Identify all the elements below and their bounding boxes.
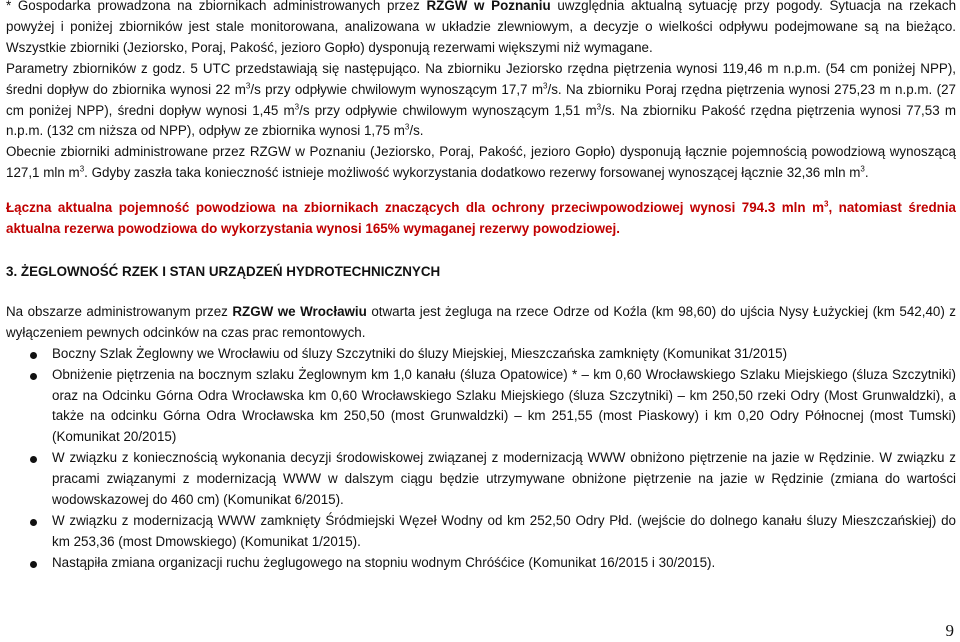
paragraph-flood-capacity: Obecnie zbiorniki administrowane przez RZGW w Poznaniu (Jeziorsko, Poraj, Pakość, jezioro Gopło) dysponują łącznie pojemnością powodziową wynoszącą 127,1 mln $m^3$. Gdyby zaszła taka konieczność istnieje możliwość wykorzystania dodatkowo rezerwy forsowanej wynoszącej łącznie 32,36 mln $m^3$. [6,144,956,181]
paragraph-reservoir-parameters: Parametry zbiorników z godz. 5 UTC przedstawiają się następująco. Na zbiorniku Jeziorsko rzędna piętrzenia wynosi 119,46 m n.p.m. (54 cm poniżej NPP), średni dopływ do zbiornika wynosi 22 $m^3/s$ przy odpływie chwilowym wynoszącym 17,7 $m^3/s$. Na zbiorniku Poraj rzędna piętrzenia wynosi 275,23 m n.p.m. (27 cm poniżej NPP), średni dopływ wynosi 1,45 $m^3/s$ przy odpływie chwilowym wynoszącym 1,51 $m^3/s$. Na zbiorniku Pakość rzędna piętrzenia wynosi 77,53 m n.p.m. (132 cm niższa od NPP), odpływ ze zbiornika wynosi 1,75 $m^3/s$. [6,60,956,139]
document-page [6,0,956,574]
bullet-icon [30,373,37,380]
bullet-list [6,344,956,574]
list-item: Obniżenie piętrzenia na bocznym szlaku Żeglownym km 1,0 kanału (śluza Opatowice) * – km 0,60 Wrocławskiego Szlaku Miejskiego (śluza Szczytniki) oraz na Odcinku Górna Odra Wrocławska km 0,60 Wrocławskiego Szlaku Miejskiego (śluza Szczytniki) – km 250,50 rzeki Odry (Most Grunwaldzki), a także na odcinku Górna Odra Wrocławska km 250,50 (most Grunwaldzki) – km 251,55 (most Piaskowy) i km 0,20 Odry Północnej (most Tumski) (Komunikat 20/2015) [6,365,956,449]
rzgw-poznan-bold: RZGW w Poznaniu [426,0,551,13]
list-item: W związku z modernizacją WWW zamknięty Śródmiejski Węzeł Wodny od km 252,50 Odry Płd. (wejście do dolnego kanału śluzy Mieszczańskiej) do km 253,36 (most Dmowskiego) (Komunikat 1/2015). [6,511,956,553]
bullet-icon [30,519,37,526]
flood-reserve-summary: Łączna aktualna pojemność powodziowa na zbiornikach znaczących dla ochrony przeciwpowodziowej wynosi 794.3 mln $m^3$, natomiast średnia aktualna rezerwa powodziowa do wykorzystania wynosi 165% wymaganej rezerwy powodziowej. [6,199,957,237]
paragraph-navigation-wroclaw: Na obszarze administrowanym przez RZGW we Wrocławiu otwarta jest żegluga na rzece Odrze od Koźla (km 98,60) do ujścia Nysy Łużyckiej (km 542,40) z wyłączeniem pewnych odcinków na czas prac remontowych. [6,303,956,340]
bullet-icon [30,352,37,359]
rzgw-wroclaw-bold: RZGW we Wrocławiu [232,303,367,319]
section-heading: 3. ŻEGLOWNOŚĆ RZEK I STAN URZĄDZEŃ HYDROTECHNICZNYCH [6,263,441,279]
list-item: W związku z koniecznością wykonania decyzji środowiskowej związanej z modernizacją WWW obniżono piętrzenie na jazie w Rędzinie. W związku z pracami związanymi z modernizacją WWW w dalszym ciągu będzie utrzymywane obniżone piętrzenie na jazie w Rędzinie (zmiana do wartości wodowskazowej do 460 cm) (Komunikat 6/2015). [6,448,956,511]
list-item: Nastąpiła zmiana organizacji ruchu żeglugowego na stopniu wodnym Chróśćice (Komunikat 16/2015 i 30/2015). [6,553,956,574]
bullet-icon [30,561,37,568]
list-item: Boczny Szlak Żeglowny we Wrocławiu od śluzy Szczytniki do śluzy Miejskiej, Mieszczańska zamknięty (Komunikat 31/2015) [6,344,956,365]
paragraph-reservoir-management: * Gospodarka prowadzona na zbiornikach administrowanych przez RZGW w Poznaniu uwzględnia aktualną sytuację przy pogody. Sytuacja na rzekach powyżej i poniżej zbiorników jest stale monitorowana, analizowana w układzie zlewniowym, a decyzje o wielkości odpływu podejmowane są na bieżąco. Wszystkie zbiorniki (Jeziorsko, Poraj, Pakość, jezioro Gopło) dysponują rezerwami większymi niż wymagane. [6,0,957,55]
bullet-icon [30,456,37,463]
page-number: 9 [945,621,954,641]
